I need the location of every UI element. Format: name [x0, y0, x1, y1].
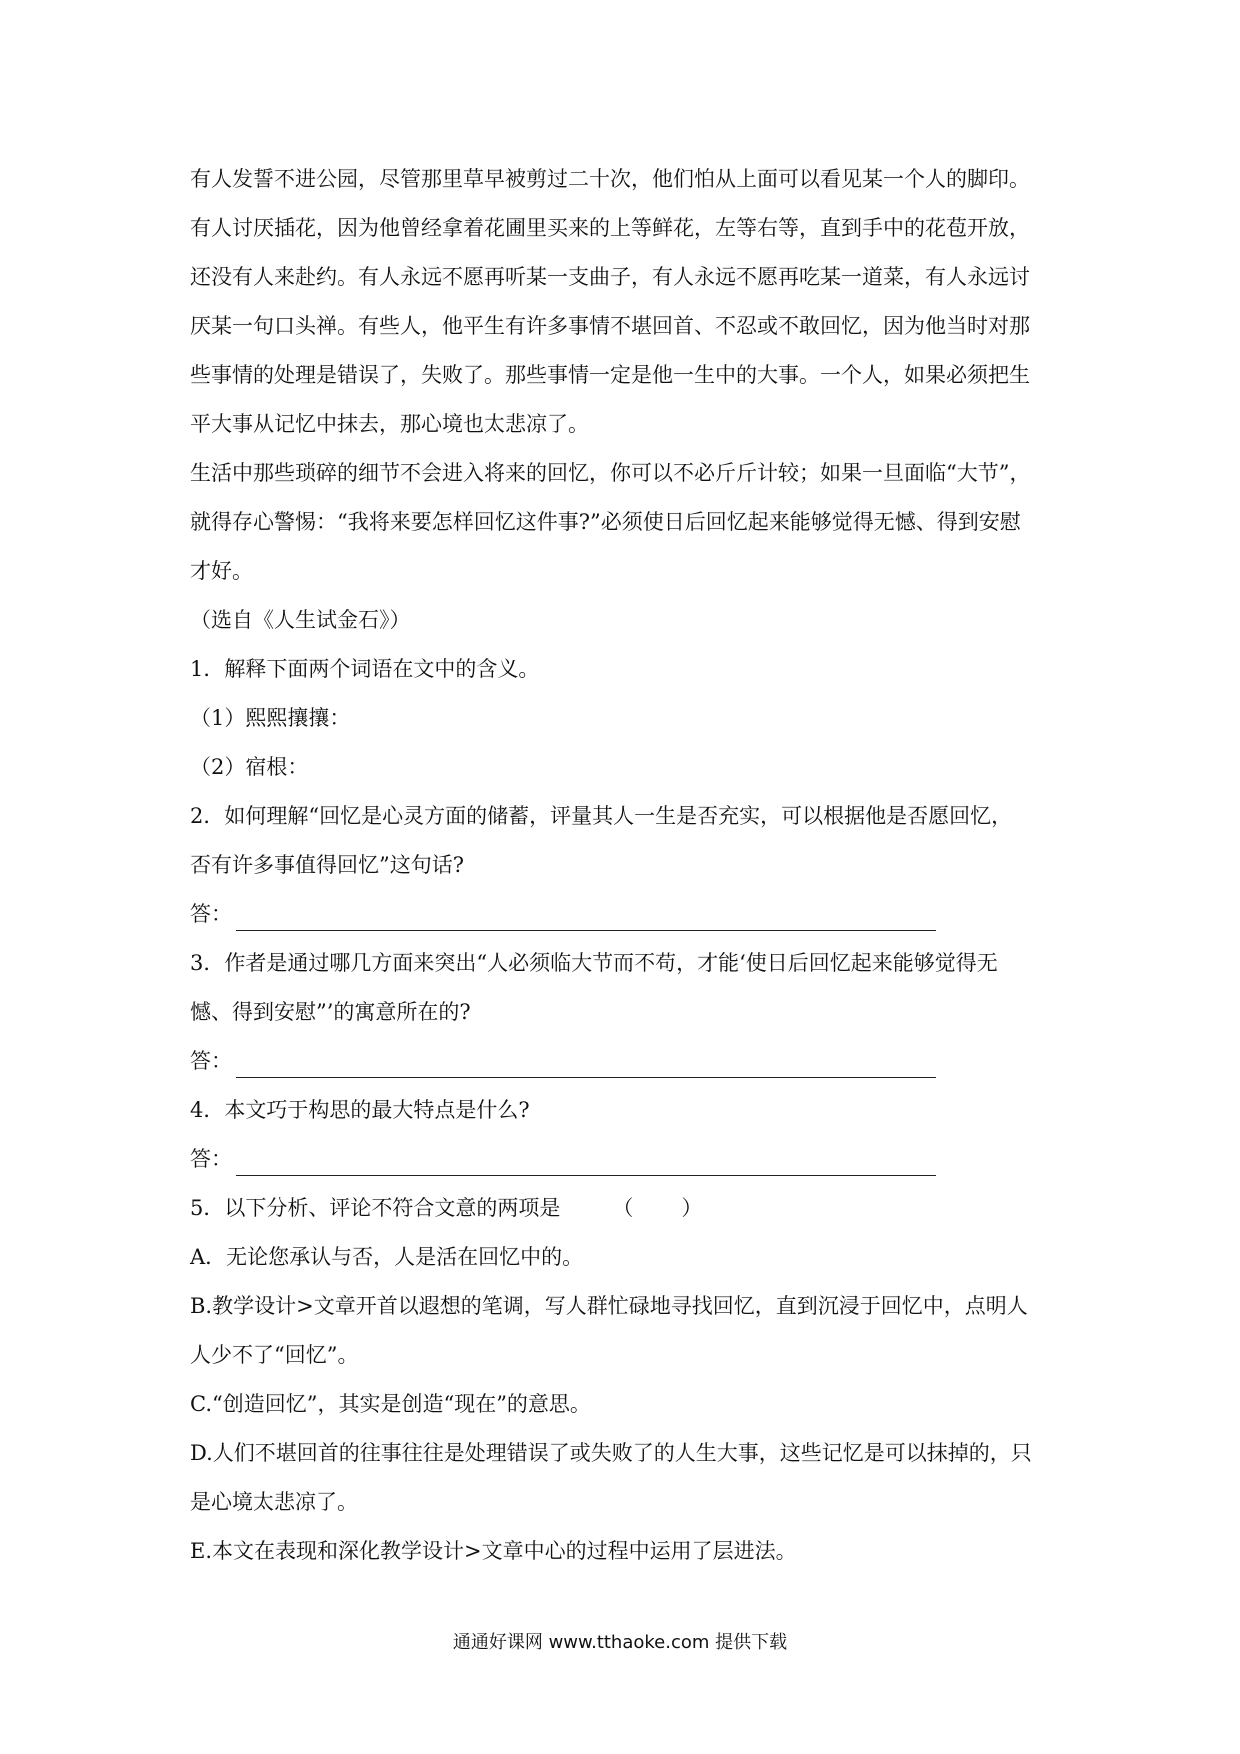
answer-blank[interactable]: [236, 900, 936, 931]
option-d-line-1: D.人们不堪回首的往事往往是处理错误了或失败了的人生大事，这些记忆是可以抹掉的，只: [190, 1441, 1032, 1465]
passage-line: 才好。: [190, 559, 253, 583]
page-footer: 通通好课网 www.tthaoke.com 提供下载: [452, 1632, 788, 1653]
option-b-line-1: B.教学设计>文章开首以遐想的笔调，写人群忙碌地寻找回忆，直到沉浸于回忆中，点明人: [190, 1294, 1028, 1318]
question-3-line-1: 3．作者是通过哪几方面来突出“人必须临大节而不苟，才能‘使日后回忆起来能够觉得无: [190, 951, 998, 975]
option-b-line-2: 人少不了“回忆”。: [190, 1343, 359, 1367]
passage-line: 就得存心警惕：“我将来要怎样回忆这件事?”必须使日后回忆起来能够觉得无憾、得到安慰: [190, 510, 1021, 534]
answer-blank[interactable]: [236, 1145, 936, 1176]
question-1-sub-2: （2）宿根：: [190, 755, 309, 779]
passage-line: 平大事从记忆中抹去，那心境也太悲凉了。: [190, 412, 589, 436]
answer-2: [190, 890, 1070, 939]
answer-paren[interactable]: （ ）: [612, 1196, 705, 1220]
option-d-line-2: 是心境太悲凉了。: [190, 1490, 358, 1514]
question-4: 4．本文巧于构思的最大特点是什么?: [190, 1098, 530, 1122]
document-body: [190, 155, 1070, 1576]
question-3-line-2: 憾、得到安慰”’的寓意所在的?: [190, 1000, 471, 1024]
option-e: E.本文在表现和深化教学设计>文章中心的过程中运用了层进法。: [190, 1539, 797, 1563]
answer-label: 答：: [190, 1147, 232, 1171]
option-a: A．无论您承认与否，人是活在回忆中的。: [190, 1245, 584, 1269]
answer-label: 答：: [190, 1049, 232, 1073]
answer-label: 答：: [190, 902, 232, 926]
passage-line: 有人讨厌插花，因为他曾经拿着花圃里买来的上等鲜花，左等右等，直到手中的花苞开放，: [190, 216, 1030, 240]
question-5-text: 5．以下分析、评论不符合文意的两项是: [190, 1196, 561, 1220]
passage-line: 还没有人来赴约。有人永远不愿再听某一支曲子，有人永远不愿再吃某一道菜，有人永远讨: [190, 265, 1030, 289]
question-2-line-2: 否有许多事值得回忆”这句话?: [190, 853, 464, 877]
option-c: C.“创造回忆”，其实是创造“现在”的意思。: [190, 1392, 591, 1416]
passage-line: 厌某一句口头禅。有些人，他平生有许多事情不堪回首、不忍或不敢回忆，因为他当时对那: [190, 314, 1030, 338]
source-citation: （选自《人生试金石》）: [190, 608, 411, 632]
question-1: 1．解释下面两个词语在文中的含义。: [190, 657, 540, 681]
passage-line: 有人发誓不进公园，尽管那里草早被剪过二十次，他们怕从上面可以看见某一个人的脚印。: [190, 167, 1030, 191]
question-5: [190, 1184, 1070, 1233]
answer-blank[interactable]: [236, 1047, 936, 1078]
passage-line: 些事情的处理是错误了，失败了。那些事情一定是他一生中的大事。一个人，如果必须把生: [190, 363, 1030, 387]
passage-line: 生活中那些琐碎的细节不会进入将来的回忆，你可以不必斤斤计较；如果一旦面临“大节”，: [190, 461, 1031, 485]
answer-4: [190, 1135, 1070, 1184]
answer-3: [190, 1037, 1070, 1086]
question-2-line-1: 2．如何理解“回忆是心灵方面的储蓄，评量其人一生是否充实，可以根据他是否愿回忆，: [190, 804, 1013, 828]
question-1-sub-1: （1）熙熙攘攘：: [190, 706, 351, 730]
